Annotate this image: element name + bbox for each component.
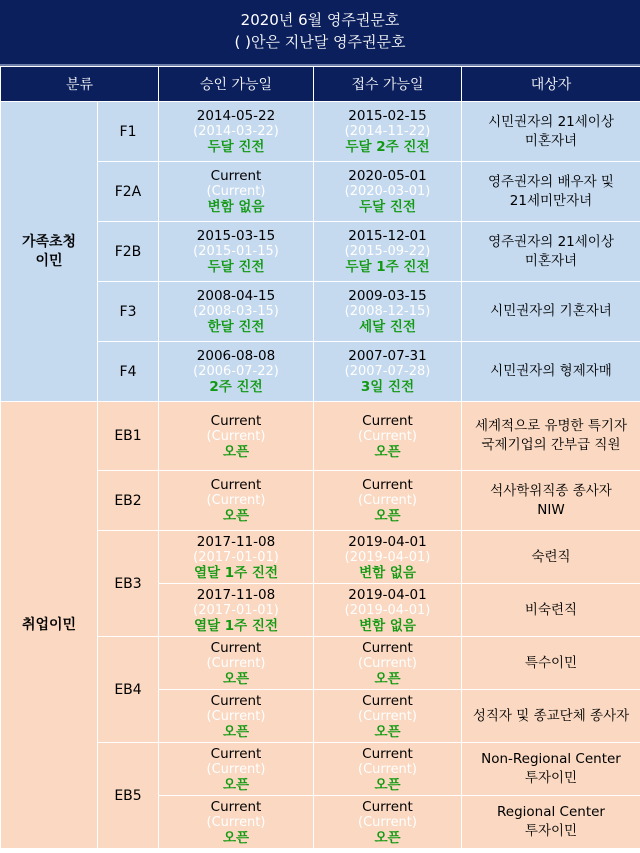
filing-previous: (Current) — [358, 428, 417, 444]
final-action-previous: (2008-03-15) — [193, 304, 279, 319]
final-action-change: 두달 진전 — [207, 259, 265, 275]
final-action-previous: (2006-07-22) — [193, 364, 279, 379]
visa-code: EB3 — [98, 531, 159, 637]
filing-cell — [314, 637, 462, 690]
filing-previous: (2008-12-15) — [344, 304, 431, 319]
filing-date: 2009-03-15 — [348, 288, 427, 304]
final-action-change: 변함 없음 — [207, 199, 265, 215]
filing-date: 2015-12-01 — [348, 228, 427, 244]
final-action-previous: (2015-01-15) — [193, 244, 279, 259]
final-action-cell — [159, 584, 314, 637]
filing-cell — [314, 690, 462, 743]
visa-code: F4 — [98, 342, 159, 402]
filing-change: 오픈 — [374, 443, 401, 460]
eligible-cell: 석사학위직종 종사자 NIW — [462, 471, 640, 531]
filing-change: 세달 진전 — [359, 319, 416, 335]
final-action-cell — [159, 796, 314, 849]
filing-change: 3일 진전 — [360, 379, 415, 395]
final-action-previous: (Current) — [206, 184, 266, 199]
final-action-previous: (2017-01-01) — [193, 602, 279, 618]
eligible-cell: 숙련직 — [462, 531, 640, 584]
final-action-change: 오픈 — [222, 443, 250, 460]
final-action-date: 2008-04-15 — [196, 288, 276, 304]
final-action-date: Current — [210, 168, 262, 184]
filing-cell — [314, 342, 462, 402]
filing-change: 변함 없음 — [359, 617, 416, 634]
filing-previous: (Current) — [358, 814, 417, 830]
filing-previous: (Current) — [358, 761, 417, 777]
filing-date: Current — [362, 477, 413, 493]
filing-cell — [314, 584, 462, 637]
table-header-row — [1, 67, 640, 102]
final-action-date: Current — [210, 639, 262, 656]
filing-date: 2020-05-01 — [348, 168, 427, 184]
final-action-cell — [159, 531, 314, 584]
bulletin-header — [0, 0, 640, 66]
final-action-change: 한달 진전 — [207, 319, 265, 335]
filing-change: 오픈 — [374, 670, 401, 687]
filing-cell — [314, 222, 462, 282]
final-action-previous: (Current) — [206, 814, 266, 830]
eligible-cell: 시민권자의 기혼자녀 — [462, 282, 640, 342]
filing-previous: (2019-04-01) — [344, 602, 431, 618]
final-action-previous: (2014-03-22) — [193, 124, 279, 139]
filing-cell — [314, 162, 462, 222]
final-action-change: 오픈 — [222, 829, 250, 846]
visa-code: F2B — [98, 222, 159, 282]
final-action-previous: (Current) — [206, 761, 266, 777]
eligible-cell: 시민권자의 21세이상 미혼자녀 — [462, 102, 640, 162]
visa-code: EB1 — [98, 402, 159, 471]
visa-bulletin-table — [0, 66, 640, 849]
final-action-date: Current — [210, 798, 262, 815]
final-action-date: 2006-08-08 — [196, 348, 276, 364]
filing-previous: (2014-11-22) — [344, 124, 431, 139]
visa-code: EB4 — [98, 637, 159, 743]
eligible-header: 대상자 — [462, 67, 640, 102]
eligible-cell: 특수이민 — [462, 637, 640, 690]
filing-change: 오픈 — [374, 829, 401, 846]
filing-previous: (Current) — [358, 655, 417, 671]
final-action-date: Current — [210, 745, 262, 762]
filing-change: 변함 없음 — [359, 564, 416, 581]
category-header: 분류 — [1, 67, 159, 102]
eligible-cell: Regional Center 투자이민 — [462, 796, 640, 849]
bulletin-title: 2020년 6월 영주권문호 — [240, 11, 400, 29]
filing-date: 2007-07-31 — [348, 348, 427, 364]
final-action-cell — [159, 743, 314, 796]
filing-change: 오픈 — [374, 776, 401, 793]
filing-date: 2019-04-01 — [348, 586, 427, 603]
final-action-date: 2017-11-08 — [196, 533, 276, 550]
final-action-cell — [159, 402, 314, 471]
eligible-cell: Non-Regional Center 투자이민 — [462, 743, 640, 796]
final-action-change: 오픈 — [222, 508, 250, 524]
visa-code: F3 — [98, 282, 159, 342]
filing-previous: (2020-03-01) — [344, 184, 431, 199]
filing-cell — [314, 282, 462, 342]
eligible-cell: 시민권자의 형제자매 — [462, 342, 640, 402]
final-action-previous: (Current) — [206, 428, 266, 444]
eligible-cell: 성직자 및 종교단체 종사자 — [462, 690, 640, 743]
final-action-previous: (2017-01-01) — [193, 549, 279, 565]
final-action-change: 2주 진전 — [209, 379, 263, 395]
filing-date: 2019-04-01 — [348, 533, 427, 550]
final-action-change: 오픈 — [222, 723, 250, 740]
final-action-cell — [159, 637, 314, 690]
filing-previous: (Current) — [358, 493, 417, 508]
filing-cell — [314, 402, 462, 471]
eligible-cell: 비숙련직 — [462, 584, 640, 637]
visa-code: F2A — [98, 162, 159, 222]
final-action-header: 승인 가능일 — [159, 67, 314, 102]
final-action-date: Current — [210, 412, 262, 429]
filing-change: 두달 1주 진전 — [345, 259, 430, 275]
final-action-change: 열달 1주 진전 — [194, 617, 278, 634]
bulletin-subtitle: ( )안은 지난달 영주권문호 — [234, 33, 406, 51]
filing-date: Current — [362, 798, 413, 815]
final-action-change: 두달 진전 — [207, 139, 265, 155]
visa-code: EB5 — [98, 743, 159, 849]
final-action-change: 열달 1주 진전 — [194, 564, 278, 581]
filing-previous: (2019-04-01) — [344, 549, 431, 565]
eligible-cell: 세계적으로 유명한 특기자 국제기업의 간부급 직원 — [462, 402, 640, 471]
final-action-cell — [159, 282, 314, 342]
employment-category-cell: 취업이민 — [1, 402, 98, 849]
filing-change: 두달 2주 진전 — [345, 139, 430, 155]
filing-cell — [314, 471, 462, 531]
filing-date: Current — [362, 745, 413, 762]
filing-previous: (2015-09-22) — [344, 244, 431, 259]
final-action-change: 오픈 — [222, 670, 250, 687]
filing-cell — [314, 743, 462, 796]
filing-cell — [314, 102, 462, 162]
final-action-previous: (Current) — [206, 655, 266, 671]
visa-code: F1 — [98, 102, 159, 162]
filing-change: 오픈 — [374, 508, 401, 524]
final-action-cell — [159, 471, 314, 531]
filing-previous: (Current) — [358, 708, 417, 724]
final-action-date: Current — [210, 692, 262, 709]
final-action-previous: (Current) — [206, 493, 266, 508]
filing-change: 두달 진전 — [359, 199, 416, 215]
final-action-cell — [159, 162, 314, 222]
final-action-cell — [159, 690, 314, 743]
visa-code: EB2 — [98, 471, 159, 531]
filing-date: Current — [362, 692, 413, 709]
filing-previous: (2007-07-28) — [344, 364, 431, 379]
filing-header: 접수 가능일 — [314, 67, 462, 102]
eligible-cell: 영주권자의 배우자 및 21세미만자녀 — [462, 162, 640, 222]
table-row — [1, 402, 640, 471]
final-action-change: 오픈 — [222, 776, 250, 793]
final-action-date: Current — [210, 477, 262, 493]
filing-change: 오픈 — [374, 723, 401, 740]
filing-date: 2015-02-15 — [348, 108, 427, 124]
family-category-cell: 가족초청 이민 — [1, 102, 98, 402]
filing-date: Current — [362, 412, 413, 429]
table-row — [1, 102, 640, 162]
filing-date: Current — [362, 639, 413, 656]
final-action-date: 2015-03-15 — [196, 228, 276, 244]
final-action-cell — [159, 342, 314, 402]
final-action-cell — [159, 222, 314, 282]
final-action-previous: (Current) — [206, 708, 266, 724]
filing-cell — [314, 796, 462, 849]
final-action-date: 2017-11-08 — [196, 586, 276, 603]
final-action-cell — [159, 102, 314, 162]
filing-cell — [314, 531, 462, 584]
final-action-date: 2014-05-22 — [196, 108, 276, 124]
eligible-cell: 영주권자의 21세이상 미혼자녀 — [462, 222, 640, 282]
